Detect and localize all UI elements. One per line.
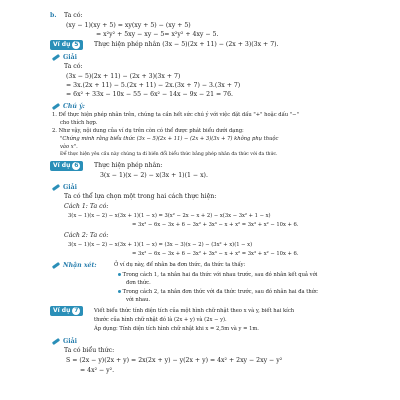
note-quote-b: vào x". <box>60 144 78 150</box>
example-7-line2: = 4x² − y². <box>80 367 115 374</box>
section-b-line1: (xy − 1)(xy + 5) = xy(xy + 5) − (xy + 5) <box>66 22 191 29</box>
example-5-solution-heading: Giải <box>52 54 77 61</box>
section-b-label: b. <box>50 12 57 19</box>
example-5-intro: Ta có: <box>64 63 83 70</box>
example-5-task: Thực hiện phép nhân (3x − 5)(2x + 11) − (2x + 3)(3x + 7). <box>94 41 279 48</box>
example-6-way1-line1: 3(x − 1)(x − 2) − x(3x + 1)(1 − x) = 3(x² − 2x − x + 2) − x(3x − 3x² + 1 − x) <box>68 213 271 219</box>
note-quote-a: "Chứng minh rằng biểu thức (3x − 5)(2x + 11) − (2x + 3)(3x + 7) không phụ thuộc <box>60 136 279 142</box>
example-5-badge: Ví dụ 5 <box>50 40 83 50</box>
note-point-1a: 1. Để thực hiện phép nhân trên, chúng ta cần hết sức chú ý với việc đặt dấu "+" hoặc dấu "−" <box>52 112 299 118</box>
example-7-task-a: Viết biểu thức tính diện tích của một hình chữ nhật theo x và y, biết hai kích <box>94 308 295 314</box>
bullet-icon <box>118 290 121 293</box>
example-7-solution-heading: Giải <box>52 338 77 345</box>
remark-text: Ở ví dụ này, để nhân ba đơn thức, đa thức ta thấy: <box>114 262 246 268</box>
note-point-2: 2. Như vậy, nội dung của ví dụ trên còn có thể được phát biểu dưới dạng: <box>52 128 244 134</box>
section-b-line2: = x²y² + 5xy − xy − 5= x²y² + 4xy − 5. <box>96 31 219 38</box>
example-6-way2-line2: = 3x² − 6x − 3x + 6 − 3x² + 3x³ − x + x² = 3x³ + x² − 10x + 6. <box>132 251 299 257</box>
pencil-icon <box>52 54 60 61</box>
example-6-task: Thực hiện phép nhân: <box>94 162 163 169</box>
example-7-task-c: Áp dụng: Tính diện tích hình chữ nhật khi x = 2,5m và y = 1m. <box>94 326 259 332</box>
remark-heading: Nhận xét: <box>52 262 97 269</box>
example-6-way2-line1: 3(x − 1)(x − 2) − x(3x + 1)(1 − x) = (3x − 3)(x − 2) − (3x² + x)(1 − x) <box>68 242 253 248</box>
pin-icon <box>52 103 60 110</box>
example-5-line1: (3x − 5)(2x + 11) − (2x + 3)(3x + 7) <box>66 73 181 80</box>
example-6-intro: Ta có thể lựa chọn một trong hai cách thực hiện: <box>64 193 217 200</box>
example-5-number: 5 <box>74 41 79 48</box>
example-6-badge: Ví dụ 6 <box>50 161 83 171</box>
pin-icon <box>52 262 60 269</box>
remark-bullet-1a: Trong cách 1, ta nhân hai đa thức với nhau trước, sau đó nhân kết quả với <box>118 273 317 278</box>
pencil-icon <box>52 338 60 345</box>
example-5-line3: = 6x² + 33x − 10x − 55 − 6x² − 14x − 9x − 21 = 76. <box>66 91 234 98</box>
note-heading: Chú ý: <box>52 103 85 110</box>
example-7-task-b: thước của hình chữ nhật đó là (2x + y) và (2x − y). <box>94 317 227 323</box>
note-point-3: Để thực hiện yêu cầu này chúng ta đi biến đổi biểu thức bằng phép nhân đa thức với đa thức. <box>60 152 278 157</box>
example-6-way1-label: Cách 1: Ta có: <box>64 203 109 210</box>
example-6-expression: 3(x − 1)(x − 2) − x(3x + 1)(1 − x). <box>100 172 208 179</box>
example-6-number: 6 <box>74 162 79 169</box>
example-6-way1-line2: = 3x² − 6x − 3x + 6 − 3x² + 3x³ − x + x² = 3x³ + x² − 10x + 6. <box>132 222 299 228</box>
note-point-1b: cho thích hợp. <box>60 120 98 126</box>
remark-bullet-1b: đơn thức. <box>126 280 151 286</box>
example-7-line1: S = (2x − y)(2x + y) = 2x(2x + y) − y(2x + y) = 4x² + 2xy − 2xy − y² <box>66 357 283 364</box>
example-7-intro: Ta có biểu thức: <box>64 347 115 354</box>
remark-bullet-2a: Trong cách 2, ta nhân đơn thức với đa thức trước, sau đó nhân hai đa thức <box>118 290 318 295</box>
example-5-line2: = 3x.(2x + 11) − 5.(2x + 11) − 2x.(3x + 7) − 3.(3x + 7) <box>66 82 241 89</box>
example-7-badge: Ví dụ 7 <box>50 306 83 316</box>
section-b-intro: Ta có: <box>64 12 83 19</box>
pencil-icon <box>52 184 60 191</box>
example-6-way2-label: Cách 2: Ta có: <box>64 232 109 239</box>
bullet-icon <box>118 273 121 276</box>
example-6-solution-heading: Giải <box>52 184 77 191</box>
remark-bullet-2b: với nhau. <box>126 297 151 303</box>
example-7-number: 7 <box>74 307 79 314</box>
